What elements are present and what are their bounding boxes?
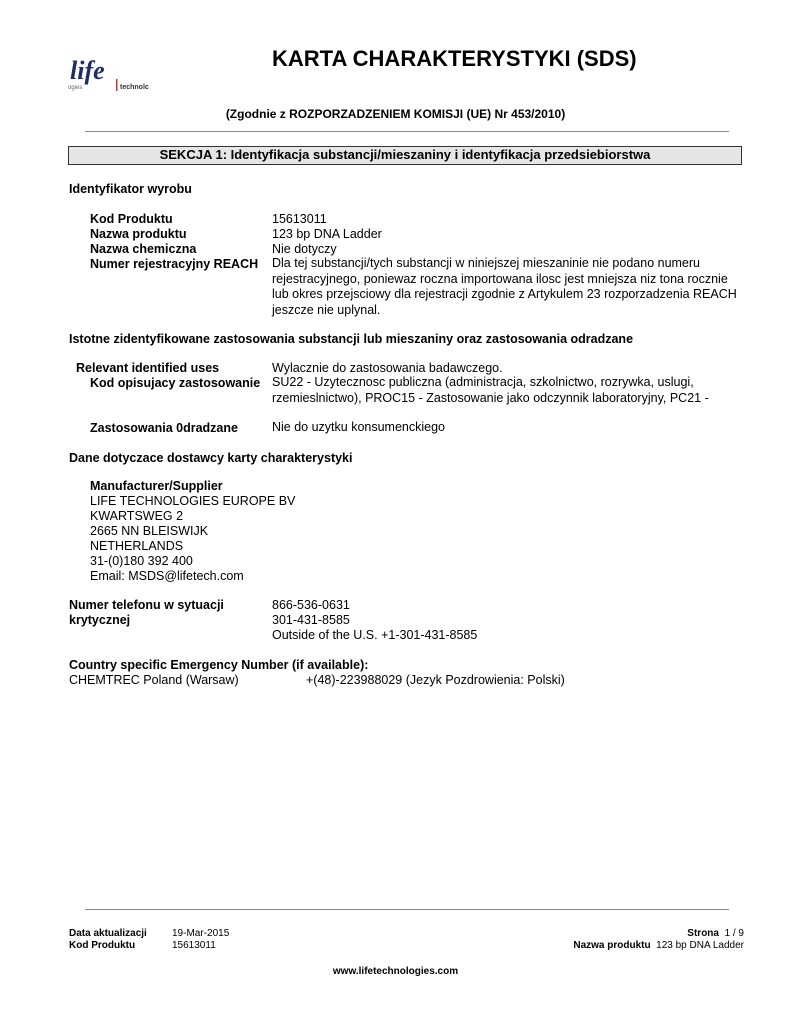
footer-page-label: Strona [687, 928, 719, 939]
product-code-value: 15613011 [272, 212, 327, 226]
use-code-value: SU22 - Uzytecznosc publiczna (administracja, szkolnictwo, rozrywka, uslugi, rzemieslnictwo), PROC15 - Zastosowanie jako odczynnik laboratoryjny, PC21 - [272, 375, 709, 405]
supplier-phone: 31-(0)180 392 400 [90, 554, 193, 568]
advised-against-label: Zastosowania 0dradzane [90, 421, 238, 435]
footer-page-value: 1 / 9 [724, 928, 744, 939]
document-subtitle: (Zgodnie z ROZPORZADZENIEM KOMISJI (UE) Nr 453/2010) [225, 107, 566, 121]
relevant-uses-label: Relevant identified uses [76, 361, 220, 375]
reach-label: Numer rejestracyjny REACH [90, 257, 259, 271]
country-emergency-place: CHEMTREC Poland (Warsaw) [69, 673, 239, 687]
emergency-number-3: Outside of the U.S. +1-301-431-8585 [272, 628, 478, 642]
document-title: KARTA CHARAKTERYSTYKI (SDS) [272, 46, 637, 71]
footer-divider [85, 909, 729, 910]
company-logo [68, 52, 163, 97]
emergency-number-1: 866-536-0631 [272, 598, 350, 612]
section-heading: SEKCJA 1: Identyfikacja substancji/mieszaniny i identyfikacja przedsiebiorstwa [68, 146, 742, 165]
use-code-label: Kod opisujacy zastosowanie [90, 376, 261, 390]
reach-value: Dla tej substancji/tych substancji w niniejszej mieszaninie nie podano numeru rejestracyjnego, poniewaz roczna importowana ilosc jest mniejsza niz tona rocznie lub okres przejsciowy dla rejestracji zgodnie z Artykulem 23 rozporzadzenia REACH jeszcze nie uplynal. [272, 256, 737, 317]
identifier-heading: Identyfikator wyrobu [69, 182, 192, 196]
footer-product-name-label: Nazwa produktu [573, 940, 651, 951]
country-emergency-number: +(48)-223988029 (Jezyk Pozdrowienia: Polski) [306, 673, 565, 687]
relevant-uses-value: Wylacznie do zastosowania badawczego. [272, 361, 503, 375]
uses-heading: Istotne zidentyfikowane zastosowania substancji lub mieszaniny oraz zastosowania odradzane [69, 332, 634, 346]
country-emergency-label: Country specific Emergency Number (if available): [69, 658, 369, 672]
header-divider [85, 131, 729, 132]
footer-product-name [573, 940, 744, 951]
emergency-label-line2: krytycznej [69, 613, 131, 627]
footer-revision-date: 19-Mar-2015 [172, 928, 230, 939]
advised-against-value: Nie do uzytku konsumenckiego [272, 420, 446, 434]
chemical-name-value: Nie dotyczy [272, 242, 337, 256]
supplier-email: Email: MSDS@lifetech.com [90, 569, 244, 583]
footer-product-code: 15613011 [172, 940, 216, 951]
chemical-name-label: Nazwa chemiczna [90, 242, 197, 256]
supplier-city: 2665 NN BLEISWIJK [90, 524, 209, 538]
supplier-name: LIFE TECHNOLOGIES EUROPE BV [90, 494, 296, 508]
supplier-country: NETHERLANDS [90, 539, 184, 553]
footer-product-name-value: 123 bp DNA Ladder [656, 940, 744, 951]
footer-revision-label: Data aktualizacji [69, 928, 147, 939]
footer-page [687, 928, 744, 939]
emergency-label-line1: Numer telefonu w sytuacji [69, 598, 224, 612]
logo-word: life [70, 56, 105, 85]
logo-left-fragment: ogies [68, 85, 83, 91]
emergency-number-2: 301-431-8585 [272, 613, 350, 627]
supplier-street: KWARTSWEG 2 [90, 509, 184, 523]
footer-product-code-label: Kod Produktu [69, 940, 136, 951]
footer-website[interactable]: www.lifetechnologies.com [332, 966, 459, 977]
logo-right-fragment: technolc [120, 84, 149, 91]
product-name-value: 123 bp DNA Ladder [272, 227, 382, 241]
supplier-label: Manufacturer/Supplier [90, 479, 223, 493]
product-name-label: Nazwa produktu [90, 227, 187, 241]
supplier-heading: Dane dotyczace dostawcy karty charakterystyki [69, 451, 353, 465]
product-code-label: Kod Produktu [90, 212, 173, 226]
